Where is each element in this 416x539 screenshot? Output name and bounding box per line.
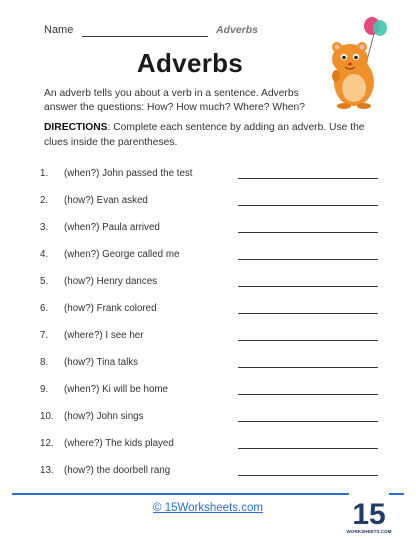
- exercise-list: [40, 166, 380, 490]
- name-label: Name: [44, 24, 74, 36]
- 15worksheets-logo-icon: [346, 492, 392, 536]
- exercise-item: [40, 436, 380, 463]
- exercise-item: [40, 328, 380, 355]
- name-write-line[interactable]: [82, 36, 208, 37]
- exercise-item: [40, 166, 380, 193]
- item-number: 9.: [40, 384, 49, 395]
- exercise-item: [40, 193, 380, 220]
- item-prompt: (how?) Tina talks: [64, 357, 139, 368]
- item-number: 3.: [40, 222, 49, 233]
- item-prompt: (how?) Henry dances: [64, 276, 158, 287]
- answer-line[interactable]: [238, 340, 378, 341]
- item-prompt: (where?) The kids played: [64, 438, 174, 449]
- item-prompt: (when?) Ki will be home: [64, 384, 169, 395]
- exercise-item: [40, 382, 380, 409]
- item-number: 1.: [40, 168, 49, 179]
- item-number: 13.: [40, 465, 54, 476]
- answer-line[interactable]: [238, 286, 378, 287]
- exercise-item: [40, 409, 380, 436]
- item-number: 2.: [40, 195, 49, 206]
- item-number: 7.: [40, 330, 49, 341]
- exercise-item: [40, 220, 380, 247]
- item-prompt: (how?) Evan asked: [64, 195, 148, 206]
- item-number: 6.: [40, 303, 49, 314]
- item-prompt: (how?) Frank colored: [64, 303, 157, 314]
- item-prompt: (how?) John sings: [64, 411, 144, 422]
- hamster-with-balloon-icon: [314, 14, 404, 114]
- footer-divider: [12, 493, 404, 495]
- item-number: 12.: [40, 438, 54, 449]
- answer-line[interactable]: [238, 394, 378, 395]
- answer-line[interactable]: [238, 448, 378, 449]
- answer-line[interactable]: [238, 232, 378, 233]
- directions-paragraph: [44, 121, 374, 150]
- exercise-item: [40, 463, 380, 490]
- exercise-item: [40, 247, 380, 274]
- answer-line[interactable]: [238, 475, 378, 476]
- item-number: 4.: [40, 249, 49, 260]
- item-number: 5.: [40, 276, 49, 287]
- answer-line[interactable]: [238, 421, 378, 422]
- footer-link[interactable]: © 15Worksheets.com: [153, 502, 263, 514]
- item-prompt: (when?) Paula arrived: [64, 222, 160, 233]
- item-prompt: (how?) the doorbell rang: [64, 465, 171, 476]
- answer-line[interactable]: [238, 259, 378, 260]
- intro-paragraph: An adverb tells you about a verb in a sentence. Adverbs answer the questions: How? How much? Where? When?: [44, 88, 305, 113]
- logo-text: WORKSHEETS.COM: [346, 529, 392, 534]
- directions-label: DIRECTIONS: [44, 122, 108, 133]
- answer-line[interactable]: [238, 178, 378, 179]
- header-topic: Adverbs: [216, 24, 259, 36]
- item-prompt: (when?) John passed the test: [64, 168, 193, 179]
- exercise-item: [40, 274, 380, 301]
- exercise-item: [40, 301, 380, 328]
- item-number: 10.: [40, 411, 54, 422]
- item-prompt: (when?) George called me: [64, 249, 180, 260]
- logo-number: 15: [352, 498, 386, 531]
- page-title: Adverbs: [136, 48, 244, 78]
- item-prompt: (where?) I see her: [64, 330, 144, 341]
- answer-line[interactable]: [238, 205, 378, 206]
- exercise-item: [40, 355, 380, 382]
- answer-line[interactable]: [238, 313, 378, 314]
- header-row: [44, 24, 274, 40]
- item-number: 8.: [40, 357, 49, 368]
- answer-line[interactable]: [238, 367, 378, 368]
- directions-text: : Complete each sentence by adding an adverb. Use the clues inside the parentheses.: [44, 122, 365, 148]
